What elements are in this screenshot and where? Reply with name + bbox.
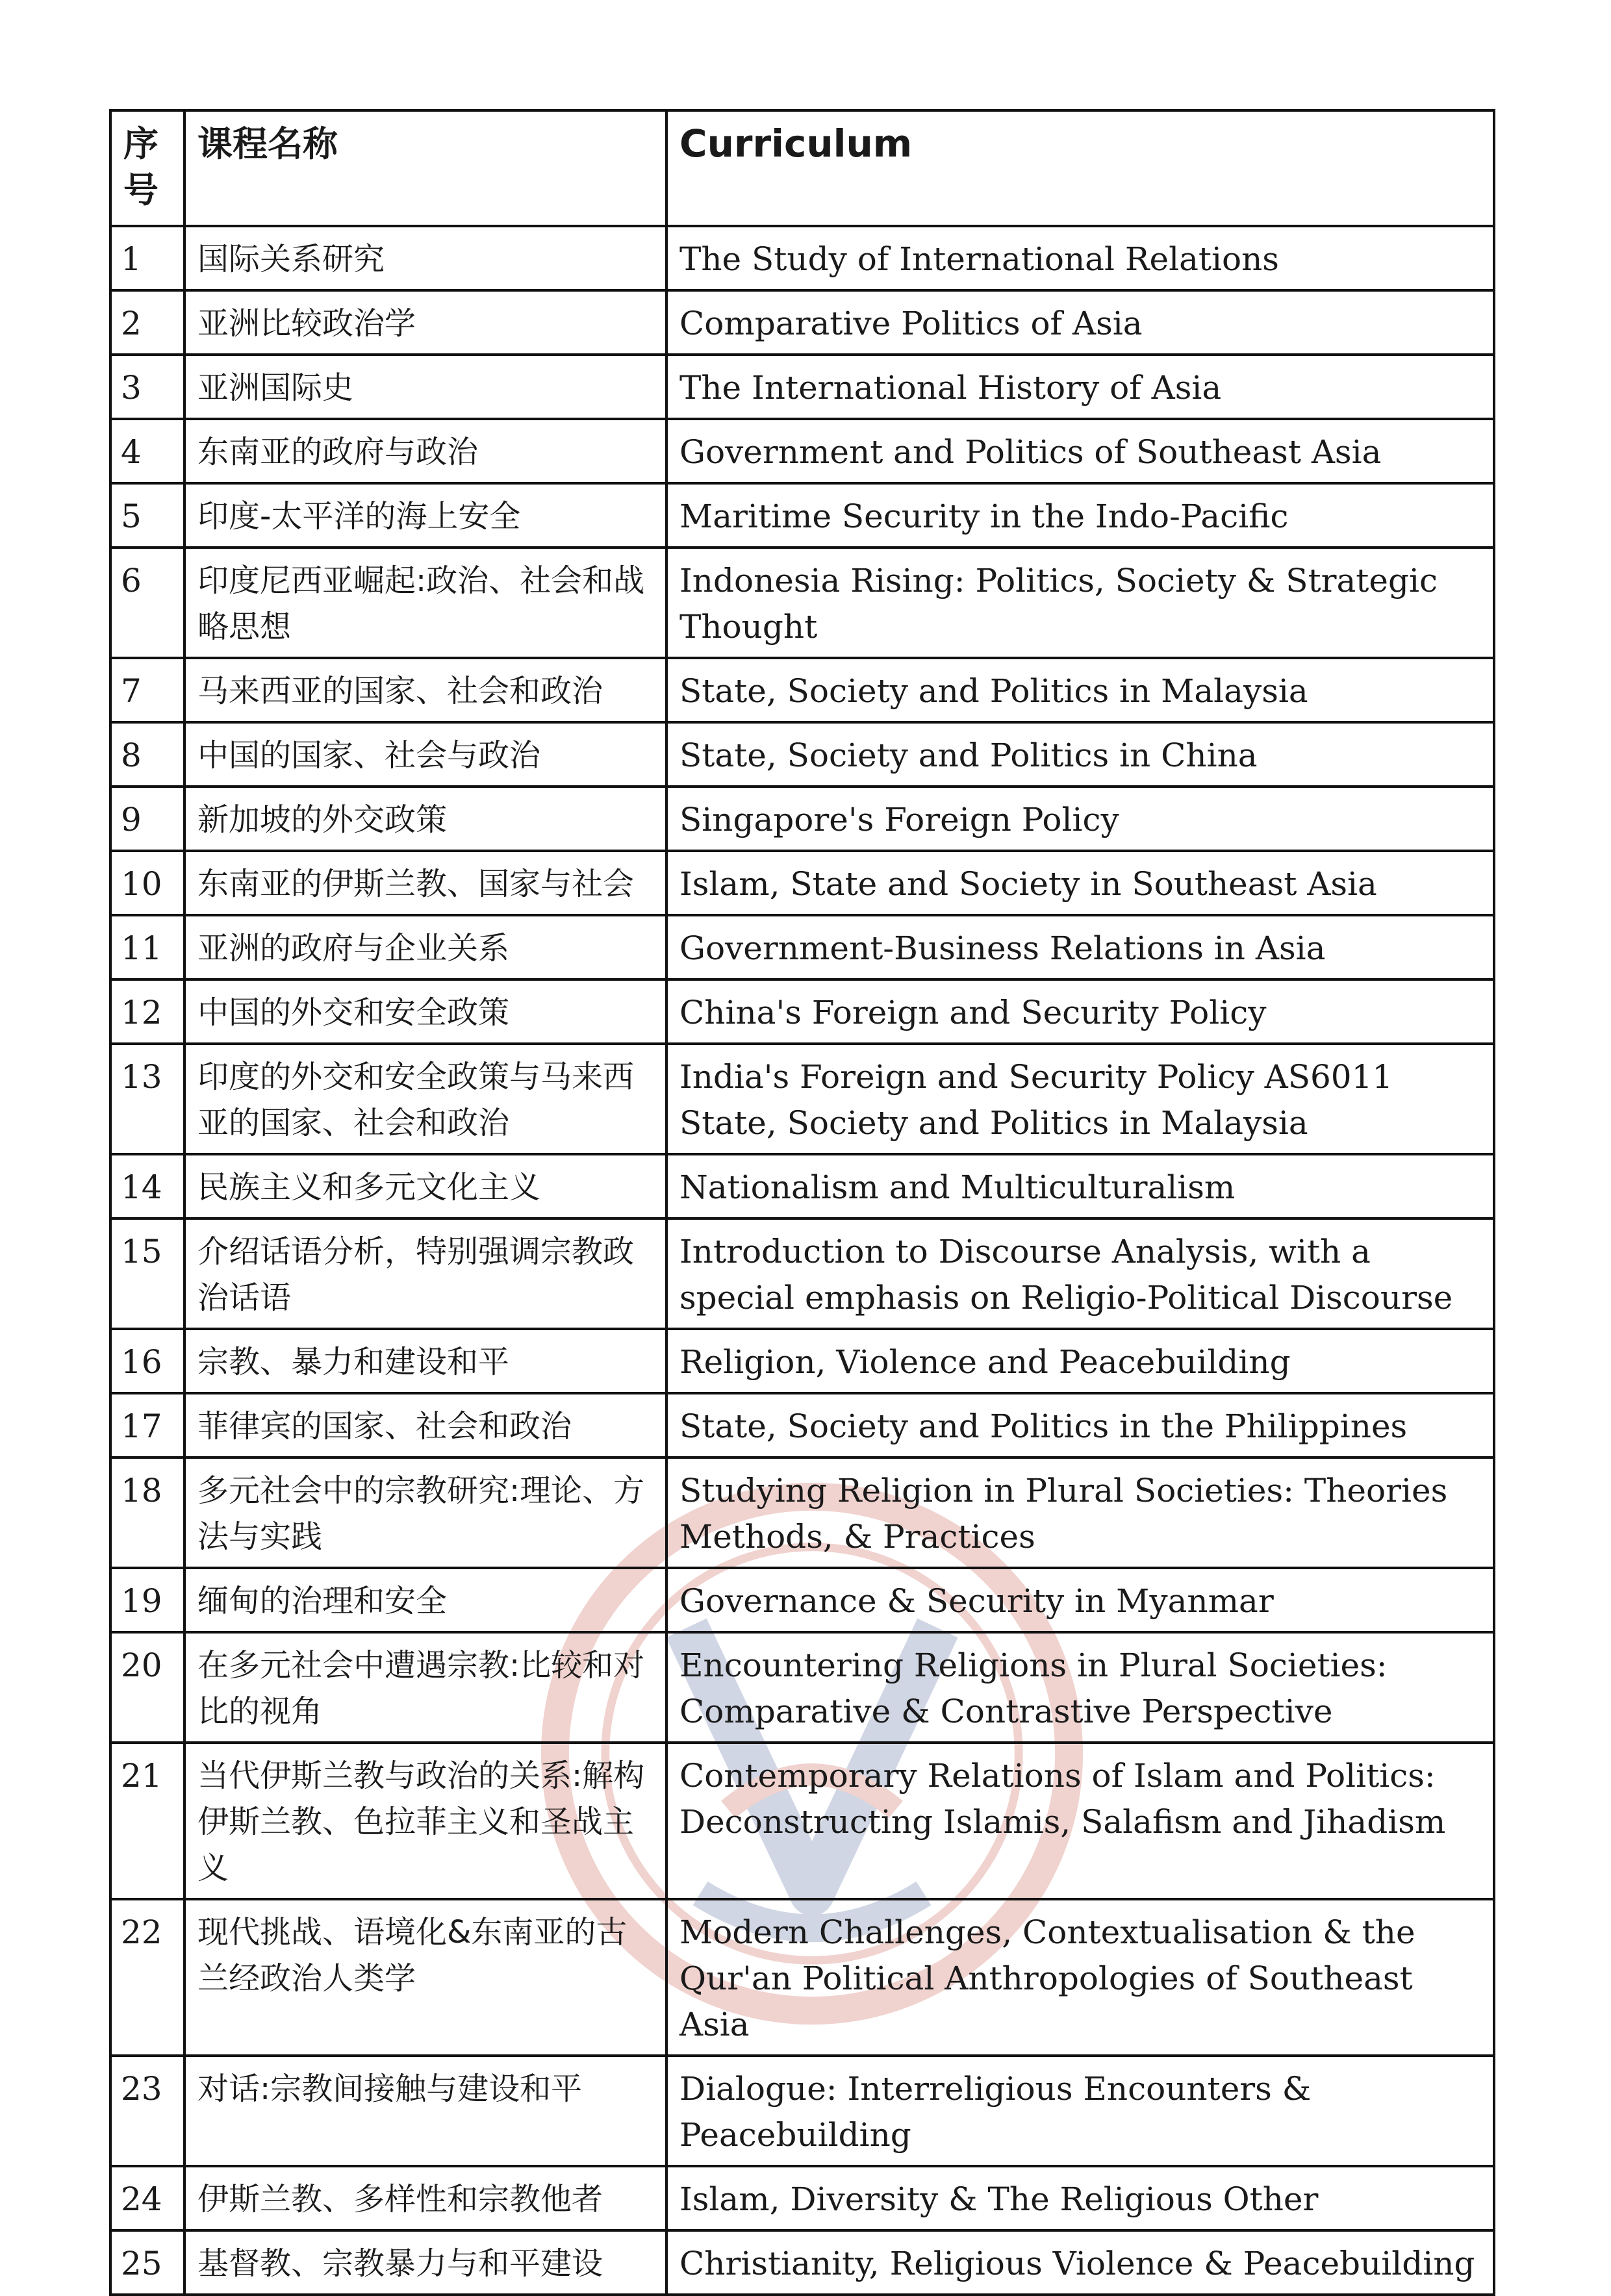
course-name-english: State, Society and Politics in the Philippines (666, 1393, 1494, 1457)
table-row (110, 290, 1494, 355)
table-row (110, 1899, 1494, 2056)
row-number: 10 (110, 851, 184, 915)
course-name-chinese: 伊斯兰教、多样性和宗教他者 (184, 2166, 666, 2230)
course-name-english: State, Society and Politics in Malaysia (666, 658, 1494, 722)
course-name-chinese: 现代挑战、语境化&东南亚的古兰经政治人类学 (184, 1899, 666, 2056)
row-number: 24 (110, 2166, 184, 2230)
course-name-english: Introduction to Discourse Analysis, with a special emphasis on Religio-Political Discourse (666, 1218, 1494, 1329)
course-name-english: The Study of International Relations (666, 226, 1494, 290)
table-row (110, 1329, 1494, 1393)
table-row (110, 1743, 1494, 1899)
course-name-chinese: 马来西亚的国家、社会和政治 (184, 658, 666, 722)
course-name-chinese: 亚洲的政府与企业关系 (184, 915, 666, 979)
course-name-chinese: 缅甸的治理和安全 (184, 1568, 666, 1632)
header-chinese-name: 课程名称 (184, 110, 666, 226)
course-name-english: Religion, Violence and Peacebuilding (666, 1329, 1494, 1393)
course-name-chinese: 多元社会中的宗教研究:理论、方法与实践 (184, 1457, 666, 1568)
course-name-english: Indonesia Rising: Politics, Society & Strategic Thought (666, 548, 1494, 658)
course-name-chinese: 当代伊斯兰教与政治的关系:解构伊斯兰教、色拉菲主义和圣战主义 (184, 1743, 666, 1899)
row-number: 14 (110, 1154, 184, 1218)
course-name-english: The International History of Asia (666, 355, 1494, 419)
course-name-english: Maritime Security in the Indo-Pacific (666, 483, 1494, 548)
row-number: 3 (110, 355, 184, 419)
course-name-chinese: 印度尼西亚崛起:政治、社会和战略思想 (184, 548, 666, 658)
course-name-english: Encountering Religions in Plural Societies: Comparative & Contrastive Perspective (666, 1632, 1494, 1743)
row-number: 16 (110, 1329, 184, 1393)
row-number: 18 (110, 1457, 184, 1568)
row-number: 20 (110, 1632, 184, 1743)
table-row (110, 548, 1494, 658)
course-name-chinese: 基督教、宗教暴力与和平建设 (184, 2230, 666, 2295)
course-name-chinese: 宗教、暴力和建设和平 (184, 1329, 666, 1393)
table-row (110, 1044, 1494, 1154)
course-name-english: Governance & Security in Myanmar (666, 1568, 1494, 1632)
curriculum-table (109, 109, 1495, 2296)
row-number: 15 (110, 1218, 184, 1329)
header-english-name: Curriculum (666, 110, 1494, 226)
course-name-english: Government and Politics of Southeast Asia (666, 419, 1494, 483)
row-number: 19 (110, 1568, 184, 1632)
row-number: 11 (110, 915, 184, 979)
course-name-english: Christianity, Religious Violence & Peacebuilding (666, 2230, 1494, 2295)
table-row (110, 915, 1494, 979)
row-number: 9 (110, 787, 184, 851)
table-row (110, 1568, 1494, 1632)
course-name-chinese: 新加坡的外交政策 (184, 787, 666, 851)
course-name-chinese: 中国的外交和安全政策 (184, 979, 666, 1044)
row-number: 12 (110, 979, 184, 1044)
row-number: 23 (110, 2056, 184, 2166)
row-number: 6 (110, 548, 184, 658)
table-row (110, 658, 1494, 722)
row-number: 4 (110, 419, 184, 483)
course-name-english: Studying Religion in Plural Societies: Theories Methods, & Practices (666, 1457, 1494, 1568)
table-row (110, 979, 1494, 1044)
course-name-english: Dialogue: Interreligious Encounters & Peacebuilding (666, 2056, 1494, 2166)
course-name-chinese: 在多元社会中遭遇宗教:比较和对比的视角 (184, 1632, 666, 1743)
table-row (110, 226, 1494, 290)
row-number: 5 (110, 483, 184, 548)
course-name-chinese: 印度-太平洋的海上安全 (184, 483, 666, 548)
table-header-row (110, 110, 1494, 226)
course-name-chinese: 亚洲比较政治学 (184, 290, 666, 355)
course-name-chinese: 国际关系研究 (184, 226, 666, 290)
header-number: 序号 (110, 110, 184, 226)
row-number: 25 (110, 2230, 184, 2295)
course-name-chinese: 民族主义和多元文化主义 (184, 1154, 666, 1218)
table-row (110, 1154, 1494, 1218)
table-row (110, 2056, 1494, 2166)
table-row (110, 1393, 1494, 1457)
row-number: 8 (110, 722, 184, 787)
table-row (110, 2166, 1494, 2230)
table-row (110, 851, 1494, 915)
course-name-chinese: 印度的外交和安全政策与马来西亚的国家、社会和政治 (184, 1044, 666, 1154)
course-name-english: Government-Business Relations in Asia (666, 915, 1494, 979)
table-row (110, 355, 1494, 419)
course-name-chinese: 介绍话语分析，特别强调宗教政治话语 (184, 1218, 666, 1329)
course-name-english: Modern Challenges, Contextualisation & the Qur'an Political Anthropologies of Southeast Asia (666, 1899, 1494, 2056)
course-name-chinese: 亚洲国际史 (184, 355, 666, 419)
course-name-chinese: 菲律宾的国家、社会和政治 (184, 1393, 666, 1457)
course-name-english: Islam, Diversity & The Religious Other (666, 2166, 1494, 2230)
row-number: 22 (110, 1899, 184, 2056)
course-name-english: Islam, State and Society in Southeast Asia (666, 851, 1494, 915)
row-number: 7 (110, 658, 184, 722)
row-number: 2 (110, 290, 184, 355)
row-number: 17 (110, 1393, 184, 1457)
row-number: 13 (110, 1044, 184, 1154)
table-row (110, 1632, 1494, 1743)
table-row (110, 1218, 1494, 1329)
course-name-chinese: 中国的国家、社会与政治 (184, 722, 666, 787)
course-name-chinese: 东南亚的伊斯兰教、国家与社会 (184, 851, 666, 915)
course-name-english: State, Society and Politics in China (666, 722, 1494, 787)
course-name-english: Singapore's Foreign Policy (666, 787, 1494, 851)
table-row (110, 722, 1494, 787)
course-name-english: Nationalism and Multiculturalism (666, 1154, 1494, 1218)
table-row (110, 419, 1494, 483)
course-name-english: Comparative Politics of Asia (666, 290, 1494, 355)
course-name-english: Contemporary Relations of Islam and Politics: Deconstructing Islamis, Salafism and Jihadism (666, 1743, 1494, 1899)
table-row (110, 483, 1494, 548)
course-name-chinese: 对话:宗教间接触与建设和平 (184, 2056, 666, 2166)
row-number: 1 (110, 226, 184, 290)
table-row (110, 787, 1494, 851)
course-name-english: China's Foreign and Security Policy (666, 979, 1494, 1044)
course-name-chinese: 东南亚的政府与政治 (184, 419, 666, 483)
table-row (110, 2230, 1494, 2295)
course-name-english: India's Foreign and Security Policy AS6011 State, Society and Politics in Malaysia (666, 1044, 1494, 1154)
row-number: 21 (110, 1743, 184, 1899)
table-row (110, 1457, 1494, 1568)
